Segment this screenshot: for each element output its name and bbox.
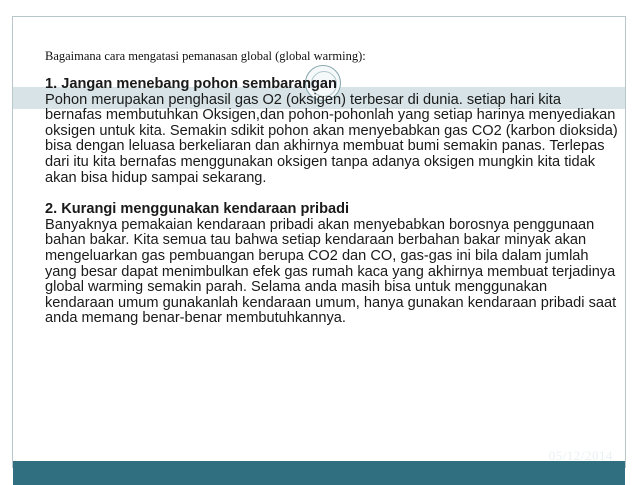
- footer-band: [13, 461, 625, 485]
- slide-content: [45, 77, 620, 327]
- slide-intro: Bagaimana cara mengatasi pemanasan global (global warming):: [45, 49, 366, 63]
- section-heading: 2. Kurangi menggunakan kendaraan pribadi: [45, 201, 350, 218]
- section-body: Pohon merupakan penghasil gas O2 (oksigen) terbesar di dunia. setiap hari kita bernafas membutuhkan Oksigen,dan pohon-pohonlah yang setiap harinya menyediakan oksigen untuk kita. Semakin sdikit pohon akan menyebabkan gas CO2 (karbon dioksida) bisa dengan leluasa berkeliaran dan akhirnya membuat bumi semakin panas. Terlepas dari itu kita bernafas menggunakan oksigen tanpa adanya oksigen mungkin kita tidak akan bisa hidup sampai sekarang.: [45, 91, 618, 186]
- section-heading: 1. Jangan menebang pohon sembarangan: [45, 76, 337, 92]
- footer-date: 05/12/2014: [548, 448, 613, 463]
- section-body: Banyaknya pemakaian kendaraan pribadi akan menyebabkan borosnya penggunaan bahan bakar. Kita semua tau bahwa setiap kendaraan berbahan bakar minyak akan mengeluarkan gas pembuangan berupa CO2 dan CO, gas-gas ini bila dalam jumlah yang besar dapat menimbulkan efek gas rumah kaca yang akhirnya membuat terjadinya global warming semakin parah. Selama anda masih bisa untuk menggunakan kendaraan umum gunakanlah kendaraan umum, hanya gunakan kendaraan pribadi saat anda memang benar-benar membutuhkannya.: [45, 216, 617, 327]
